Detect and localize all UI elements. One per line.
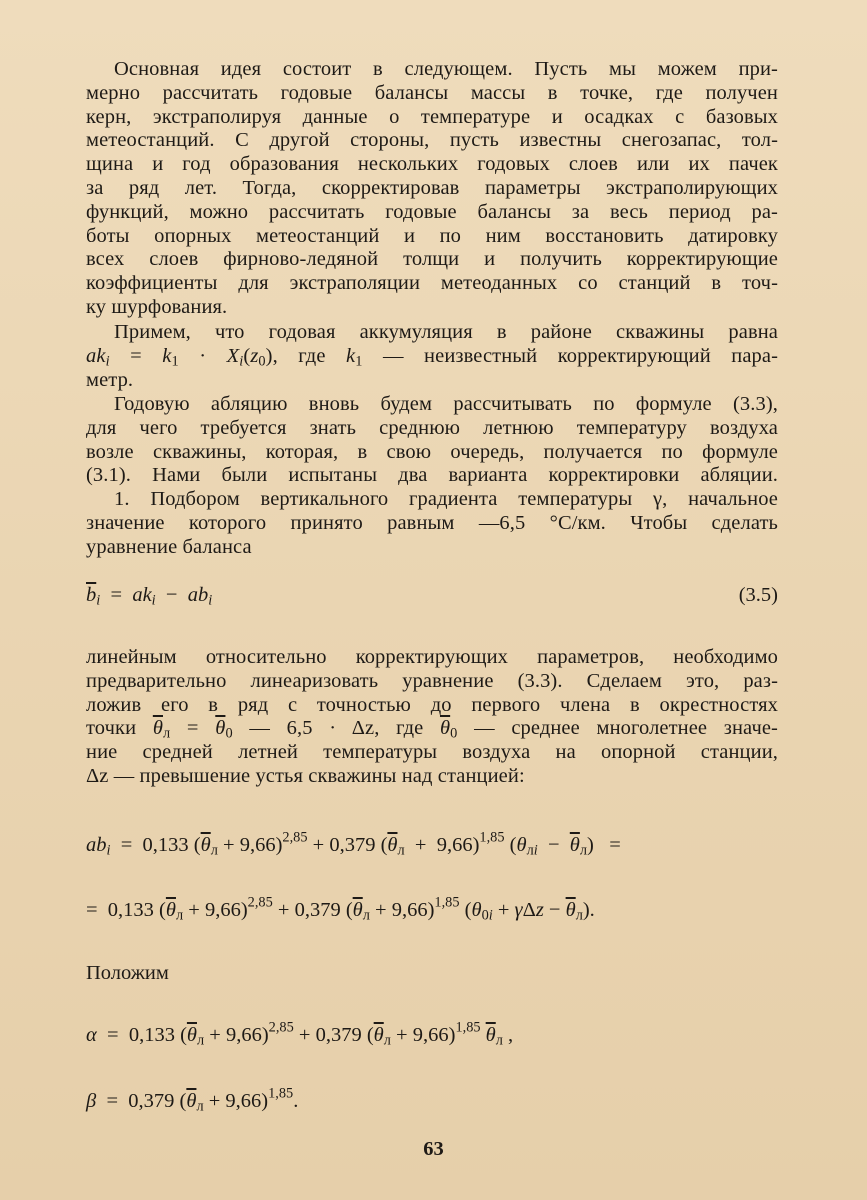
text-line: (3.1). Нами были испытаны два варианта корректировки абляции. (86, 464, 778, 487)
text-line-with-formula: $ak_i = k_1 \cdot X_i(z_0)$, где $k_1$ — неизвестный корректирующий пара- (86, 344, 778, 370)
text-line: ку шурфования. (86, 295, 228, 318)
equation-ab-line1: $ab_i = 0,133$ $(\overline{\theta}_л + 9,66)^{2,85} + 0,379$ $(\overline{\theta}_л + 9,66)^{1,85}$ $(\theta_{лi} - \overline{\theta}_л)$ = (86, 829, 621, 859)
paragraph-gradient (86, 488, 778, 559)
equation-number: (3.5) (738, 584, 778, 606)
text-line: мерно рассчитать годовые балансы массы в точке, где получен (86, 81, 778, 104)
text-line: линейным относительно корректирующих параметров, необходимо (86, 646, 778, 668)
text-line: значение которого принято равным —6,5 °С/км. Чтобы сделать (86, 511, 778, 534)
text-line: керн, экстраполируя данные о температуре и осадках с базовых (86, 105, 778, 128)
text-line: Примем, что годовая аккумуляция в районе скважины равна (114, 321, 778, 343)
text-line: метеостанций. С другой стороны, пусть известны снегозапас, тол- (86, 129, 778, 152)
paragraph-accumulation (86, 321, 778, 392)
text-line: боты опорных метеостанций и по ним восстановить датировку (86, 224, 778, 247)
equation-alpha: α = 0,133 $(\overline{\theta}_л + 9,66)^{2,85} + 0,379$ $(\overline{\theta}_л + 9,66)^{1,85}$ $\overline{\theta}_л$ , (86, 1019, 514, 1049)
text-line: всех слоев фирново-ледяной толщи и получить корректирующие (86, 248, 778, 271)
text-line: Годовую абляцию вновь будем рассчитывать по формуле (3.3), (114, 393, 778, 415)
paragraph-main-idea (86, 58, 778, 320)
paragraph-linearize (86, 646, 778, 789)
text-line: Δz — превышение устья скважины над станцией: (86, 764, 525, 787)
text-line: за ряд лет. Тогда, скорректировав параметры экстраполирующих (86, 176, 778, 199)
equation-beta: β = 0,379 $(\overline{\theta}_л + 9,66)^{1,85}$. (86, 1085, 299, 1115)
text-line: щина и год образования нескольких годовых слоев или их пачек (86, 153, 778, 176)
label-polozhim: Положим (86, 962, 169, 984)
text-line: метр. (86, 368, 134, 391)
paragraph-ablation (86, 393, 778, 488)
text-line: функций, можно рассчитать годовые балансы за весь период ра- (86, 200, 778, 223)
text-line: для чего требуется знать среднюю летнюю температуру воздуха (86, 416, 778, 439)
text-line: коэффициенты для экстраполяции метеоданных со станций в точ- (86, 272, 778, 295)
text-line: 1. Подбором вертикального градиента температуры γ, начальное (114, 488, 778, 510)
equation-3-5: $\overline{b}_i = ak_i - ab_i$ (86, 584, 213, 609)
text-line: ние средней летней температуры воздуха на опорной станции, (86, 741, 778, 764)
text-line: Основная идея состоит в следующем. Пусть мы можем при- (114, 58, 778, 80)
text-line: возле скважины, которая, в свою очередь, получается по формуле (86, 440, 778, 463)
text-line: уравнение баланса (86, 535, 252, 558)
page-number: 63 (423, 1138, 444, 1160)
text-line-with-formula: точки $\overline{\theta}_л = \overline{\theta}_0$ — 6,5 · Δz, где $\overline{\theta}_0$ — среднее многолетнее значе- (86, 717, 778, 742)
text-line: предварительно линеаризовать уравнение (3.3). Сделаем это, раз- (86, 669, 778, 692)
equation-ab-line2: = 0,133 $(\overline{\theta}_л + 9,66)^{2,85} + 0,379$ $(\overline{\theta}_л + 9,66)^{1,85}$ $(\theta_{0i} + \gamma\Delta z - \overline{\theta}_л)$. (86, 894, 595, 924)
text-line: ложив его в ряд с точностью до первого члена в окрестностях (86, 693, 778, 716)
